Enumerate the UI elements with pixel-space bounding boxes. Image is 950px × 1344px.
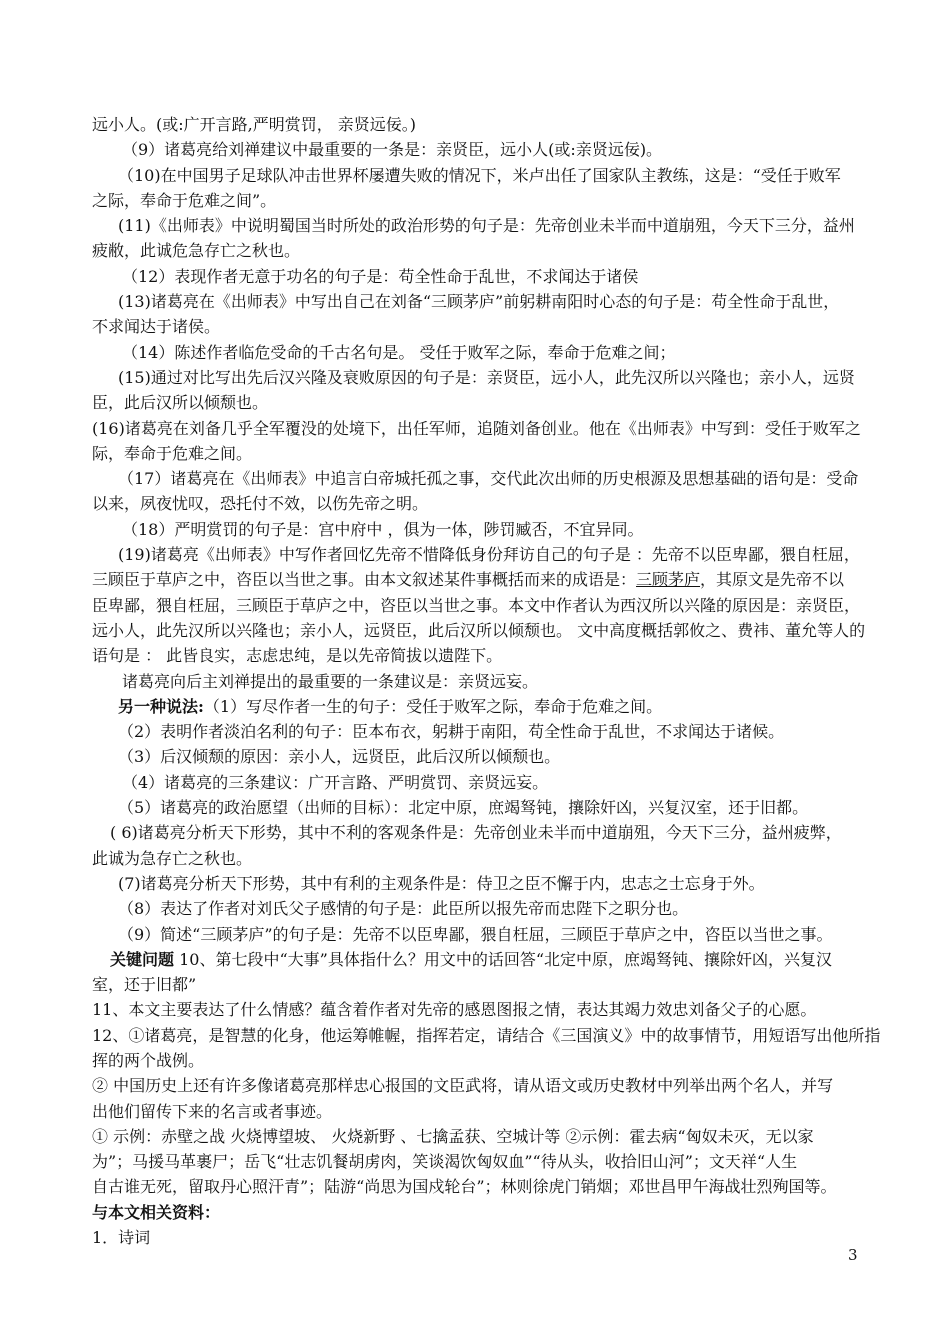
line-text: 疲敝，此诚危急存亡之秋也。 <box>92 241 301 261</box>
line-text: (7)诸葛亮分析天下形势，其中有利的主观条件是：侍卫之臣不懈于内，忠志之士忘身于外。 <box>118 873 765 893</box>
text-line <box>92 1174 872 1199</box>
line-text: 挥的两个战例。 <box>92 1050 205 1070</box>
text-line <box>92 1200 872 1225</box>
text-line <box>92 922 872 947</box>
line-text: （1）写尽作者一生的句子：受任于败军之际，奉命于危难之间。 <box>203 696 663 716</box>
line-text: 三顾臣于草庐之中，咨臣以当世之事。由本文叙述某件事概括而来的成语是： <box>92 570 637 590</box>
text-line <box>92 491 872 516</box>
line-text: ( 6)诸葛亮分析天下形势，其中不利的客观条件是：先帝创业未半而中道崩殂，今天下三分，益州疲弊， <box>110 823 842 843</box>
line-text: (13)诸葛亮在《出师表》中写出自己在刘备“三顾茅庐”前躬耕南阳时心态的句子是：苟全性命于乱世， <box>118 292 840 312</box>
line-text: (16)诸葛亮在刘备几乎全军覆没的处境下，出任军师，追随刘备创业。他在《出师表》中写到：受任于败军之 <box>92 418 861 438</box>
text-line <box>92 643 872 668</box>
text-line <box>92 1225 872 1250</box>
text-line <box>92 542 872 567</box>
line-text: ② 中国历史上还有许多像诸葛亮那样忠心报国的文臣武将，请从语文或历史教材中列举出两个名人，并写 <box>92 1076 834 1096</box>
line-text: 之际，奉命于危难之间”。 <box>92 190 277 210</box>
line-text: （12）表现作者无意于功名的句子是：苟全性命于乱世，不求闻达于诸侯 <box>122 266 639 286</box>
text-line <box>92 972 872 997</box>
line-text: 此诚为急存亡之秋也。 <box>92 848 253 868</box>
line-text: 际，奉命于危难之间。 <box>92 443 253 463</box>
line-text: ① 示例：赤壁之战 火烧博望坡、 火烧新野 、七擒孟获、空城计等 ②示例：霍去病“匈奴未灭，无以家 <box>92 1126 814 1146</box>
text-line <box>92 289 872 314</box>
line-text: （3）后汉倾颓的原因：亲小人，远贤臣，此后汉所以倾颓也。 <box>118 747 561 767</box>
line-text: (11)《出师表》中说明蜀国当时所处的政治形势的句子是：先帝创业未半而中道崩殂，今天下三分，益州 <box>118 216 855 236</box>
line-text: 不求闻达于诸侯。 <box>92 317 221 337</box>
line-text: 远小人。(或:广开言路,严明赏罚， 亲贤远佞。) <box>92 115 417 134</box>
text-line <box>92 669 872 694</box>
line-text: 诸葛亮向后主刘禅提出的最重要的一条建议是：亲贤远妄。 <box>122 671 539 691</box>
text-line <box>92 1073 872 1098</box>
text-line <box>92 694 872 719</box>
bold-label: 关键问题 <box>110 949 175 969</box>
text-line <box>92 871 872 896</box>
text-line <box>92 264 872 289</box>
line-text: 为”；马援马革裹尸；岳飞“壮志饥餐胡虏肉，笑谈渴饮匈奴血”“待从头，收拾旧山河”；文天祥“人生 <box>92 1152 798 1172</box>
bold-label: 与本文相关资料： <box>92 1202 221 1222</box>
text-line <box>92 314 872 339</box>
line-text: 11、本文主要表达了什么情感？蕴含着作者对先帝的感恩图报之情，表达其竭力效忠刘备父子的心愿。 <box>92 1000 817 1020</box>
text-line <box>92 517 872 542</box>
text-line <box>92 1149 872 1174</box>
text-line <box>92 441 872 466</box>
text-line <box>92 846 872 871</box>
text-line <box>92 618 872 643</box>
line-text: （9）简述“三顾茅庐”的句子是：先帝不以臣卑鄙，猥自枉屈，三顾臣于草庐之中，咨臣以当世之事。 <box>118 924 833 944</box>
line-text: （8）表达了作者对刘氏父子感情的句子是：此臣所以报先帝而忠陛下之职分也。 <box>118 899 689 919</box>
text-line <box>92 795 872 820</box>
line-text: 远小人，此先汉所以兴隆也；亲小人，远贤臣，此后汉所以倾颓也。 文中高度概括郭攸之、费祎、董允等人的 <box>92 620 866 640</box>
line-text: (19)诸葛亮《出师表》中写作者回忆先帝不惜降低身份拜访自己的句子是 ：先帝不以臣卑鄙，猥自枉屈， <box>118 545 860 565</box>
text-line <box>92 466 872 491</box>
text-line <box>92 896 872 921</box>
text-line <box>92 340 872 365</box>
text-line <box>92 770 872 795</box>
text-line <box>92 188 872 213</box>
line-text: 出他们留传下来的名言或者事迹。 <box>92 1101 333 1121</box>
line-text: （9）诸葛亮给刘禅建议中最重要的一条是：亲贤臣，远小人(或:亲贤远佞)。 <box>122 140 663 160</box>
text-line <box>92 213 872 238</box>
line-text: （14）陈述作者临危受命的千古名句是。 受任于败军之际，奉命于危难之间； <box>122 342 676 362</box>
text-line <box>92 593 872 618</box>
text-line <box>92 820 872 845</box>
line-text: (15)通过对比写出先后汉兴隆及衰败原因的句子是：亲贤臣，远小人，此先汉所以兴隆也；亲小人，远贤 <box>118 367 855 387</box>
line-text: 语句是 ： 此皆良实，志虑忠纯，是以先帝简拔以遗陛下。 <box>92 646 503 666</box>
line-text: 以来，夙夜忧叹，恐托付不效，以伤先帝之明。 <box>92 494 429 514</box>
underlined-idiom: 三顾茅庐 <box>636 570 701 590</box>
text-line <box>92 997 872 1022</box>
text-line <box>92 744 872 769</box>
line-text: 12、①诸葛亮，是智慧的化身，他运筹帷幄，指挥若定，请结合《三国演义》中的故事情节，用短语写出他所指 <box>92 1025 881 1045</box>
line-text: （10)在中国男子足球队冲击世界杯屡遭失败的情况下，米卢出任了国家队主教练，这是：“受任于败军 <box>118 165 841 185</box>
text-line <box>92 719 872 744</box>
text-line <box>92 1023 881 1048</box>
text-line <box>92 1124 872 1149</box>
line-text: （5）诸葛亮的政治愿望（出师的目标）：北定中原，庶竭驽钝，攘除奸凶，兴复汉室，还于旧都。 <box>118 798 809 818</box>
page-number: 3 <box>848 1246 858 1264</box>
text-line <box>92 238 872 263</box>
line-text: 臣卑鄙，猥自枉屈，三顾臣于草庐之中，咨臣以当世之事。本文中作者认为西汉所以兴隆的原因是：亲贤臣， <box>92 595 861 615</box>
line-text-tail: ，其原文是先帝不以 <box>700 570 845 590</box>
text-line <box>92 416 872 441</box>
text-line <box>92 1048 872 1073</box>
line-text: 臣，此后汉所以倾颓也。 <box>92 393 269 413</box>
text-line <box>92 390 872 415</box>
bold-label: 另一种说法: <box>118 696 204 716</box>
line-text: 室，还于旧都” <box>92 975 197 995</box>
line-text: （17）诸葛亮在《出师表》中追言白帝城托孤之事，交代此次出师的历史根源及思想基础的语句是：受命 <box>118 469 859 489</box>
line-text: 10、第七段中“大事”具体指什么？用文中的话回答“北定中原，庶竭驽钝、攘除奸凶，兴复汉 <box>174 949 833 969</box>
text-line <box>92 137 872 162</box>
text-line <box>92 112 872 137</box>
text-line <box>92 947 872 972</box>
document-body <box>92 112 881 1250</box>
text-line <box>92 365 872 390</box>
line-text: （2）表明作者淡泊名利的句子：臣本布衣，躬耕于南阳，苟全性命于乱世，不求闻达于诸候。 <box>118 722 785 742</box>
line-text: （4）诸葛亮的三条建议：广开言路、严明赏罚、亲贤远妄。 <box>122 772 549 792</box>
line-text: 1．诗词 <box>92 1228 151 1248</box>
text-line <box>92 567 872 592</box>
text-line <box>92 1099 872 1124</box>
line-text: （18）严明赏罚的句子是：宫中府中 ，俱为一体，陟罚臧否，不宜异同。 <box>122 519 644 539</box>
text-line <box>92 163 872 188</box>
line-text: 自古谁无死，留取丹心照汗青”；陆游“尚思为国戍轮台”；林则徐虎门销烟；邓世昌甲午海战壮烈殉国等。 <box>92 1177 837 1197</box>
